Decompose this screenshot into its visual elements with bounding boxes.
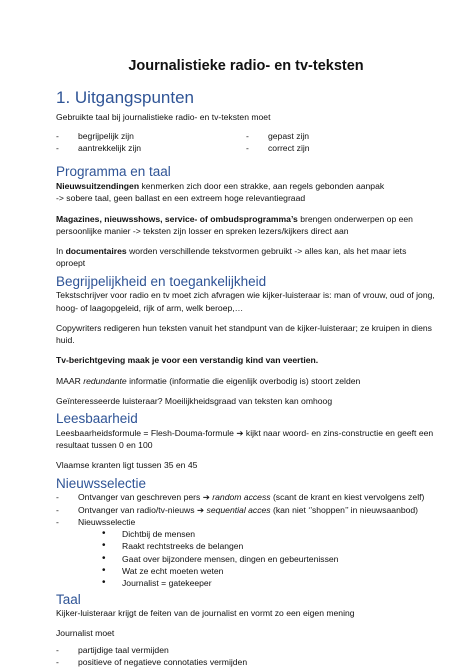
paragraph: Kijker-luisteraar krijgt de feiten van de journalist en vormt zo een eigen mening — [56, 608, 355, 619]
paragraph — [56, 354, 436, 366]
text-span: brengen onderwerpen op een persoonlijke manier -> teksten zijn losser en spreken lezers/kijkers direct aan — [56, 213, 413, 236]
text-span: -> sobere taal, geen ballast en een extreem hoge relevantiegraad — [56, 193, 306, 204]
heading-programma-en-taal: Programma en taal — [56, 164, 171, 180]
bold-term: Magazines, nieuwsshows, service- of ombudsprogramma’s — [56, 213, 298, 224]
heading-taal: Taal — [56, 591, 81, 607]
list-item — [56, 504, 436, 516]
paragraph — [56, 245, 436, 270]
list-item: - partijdige taal vermijden — [56, 644, 436, 656]
paragraph: Vlaamse kranten ligt tussen 35 en 45 — [56, 460, 198, 471]
list-item: - correct zijn — [246, 142, 436, 154]
list-item: • Gaat over bijzondere mensen, dingen en gebeurtenissen — [100, 553, 436, 565]
list-item: • Dichtbij de mensen — [100, 528, 436, 540]
intro-text: Gebruikte taal bij journalistieke radio- en tv-teksten moet — [56, 111, 271, 122]
list-item: • Journalist = gatekeeper — [100, 577, 436, 589]
text-span: informatie (informatie die eigenlijk overbodig is) stoort zelden — [126, 375, 361, 386]
italic-term: random access — [212, 492, 271, 503]
heading-leesbaarheid: Leesbaarheid — [56, 411, 138, 427]
requirements-col-1 — [56, 130, 246, 155]
selection-list — [56, 491, 436, 528]
arrow-right-icon: ➔ — [196, 504, 205, 515]
text-span: kenmerken zich door een strakke, aan regels gebonden aanpak — [139, 180, 385, 191]
journalist-rules-list — [56, 644, 436, 669]
paragraph: Tekstschrijver voor radio en tv moet zich afvragen wie kijker-luisteraar is: man of vrouw, oud of jong, hoog- of laagopgeleid, rijk of arm, welk beroep,… — [56, 290, 435, 313]
paragraph — [56, 213, 436, 238]
heading-uitgangspunten: 1. Uitgangspunten — [56, 88, 194, 107]
list-item — [56, 491, 436, 503]
bold-term: documentaires — [65, 246, 127, 257]
text-span: (kan niet ‘’shoppen’’ in nieuwsaanbod) — [270, 504, 419, 515]
paragraph — [56, 427, 436, 452]
list-item: - gepast zijn — [246, 130, 436, 142]
paragraph: Geïnteresseerde luisteraar? Moeilijkheidsgraad van teksten kan omhoog — [56, 396, 333, 407]
text-span: Ontvanger van geschreven pers — [78, 492, 203, 503]
bold-term: Nieuwsuitzendingen — [56, 180, 140, 191]
list-item: • Wat ze echt moeten weten — [100, 565, 436, 577]
document-title: Journalistieke radio- en tv-teksten — [128, 58, 364, 74]
paragraph: Journalist moet — [56, 628, 115, 639]
arrow-right-icon: ➔ — [202, 492, 210, 503]
text-span: (scant de krant en kiest vervolgens zelf) — [270, 492, 425, 503]
selection-criteria-list — [56, 528, 436, 589]
text-span: kijkt naar woord- en zins-constructie en geeft een resultaat tussen 0 en 100 — [56, 427, 434, 451]
text-span: Ontvanger van radio/tv-nieuws — [78, 504, 197, 515]
list-item: - aantrekkelijk zijn — [56, 142, 246, 154]
paragraph — [56, 180, 436, 205]
text-span: worden verschillende tekstvormen gebruikt -> alles kan, als het maar iets oproept — [56, 246, 407, 269]
text-span: MAAR — [56, 375, 84, 386]
bold-statement: Tv-berichtgeving maak je voor een verstandig kind van veertien. — [56, 355, 319, 366]
list-item: • Raakt rechtstreeks de belangen — [100, 540, 436, 552]
list-item: - begrijpelijk zijn — [56, 130, 246, 142]
italic-term: redundante — [83, 375, 127, 386]
paragraph: Copywriters redigeren hun teksten vanuit het standpunt van de kijker-luisteraar; ze kruipen in diens huid. — [56, 322, 432, 346]
requirements-columns — [56, 130, 436, 155]
requirements-col-2 — [246, 130, 436, 155]
list-item: - positieve of negatieve connotaties vermijden — [56, 656, 436, 668]
heading-nieuwsselectie: Nieuwsselectie — [56, 475, 147, 491]
italic-term: sequential acces — [206, 504, 271, 515]
text-span: In — [56, 246, 66, 257]
text-span: Leesbaarheidsformule = Flesh-Douma-formule — [56, 427, 237, 438]
arrow-right-icon: ➔ — [236, 427, 244, 438]
paragraph — [56, 375, 436, 387]
list-item: - Nieuwsselectie — [56, 516, 436, 528]
heading-begrijpelijkheid: Begrijpelijkheid en toegankelijkheid — [56, 273, 267, 289]
